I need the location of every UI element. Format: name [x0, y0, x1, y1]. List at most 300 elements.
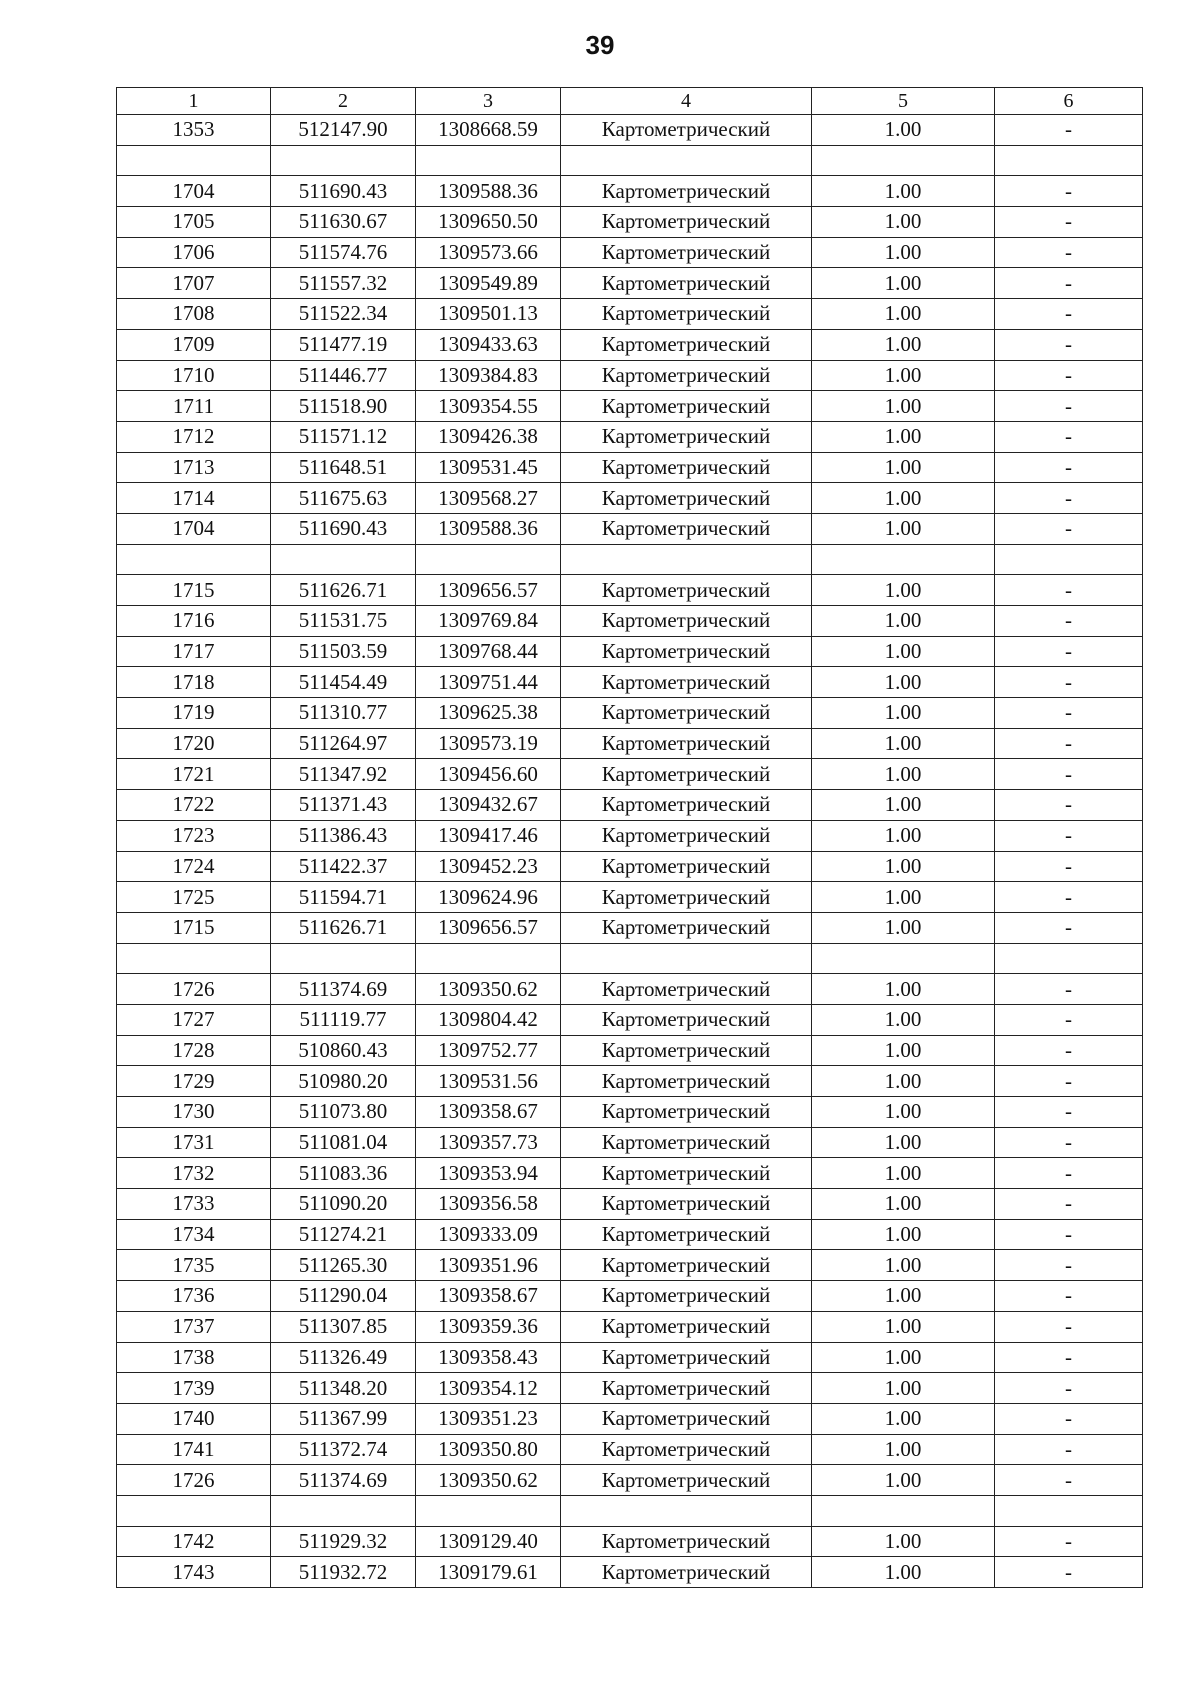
description-cell: - [995, 176, 1143, 207]
table-row [117, 1250, 1143, 1281]
description-cell: - [995, 1403, 1143, 1434]
x-coordinate-cell: 511073.80 [271, 1097, 416, 1128]
description-cell: - [995, 1311, 1143, 1342]
method-cell: Картометрический [561, 606, 812, 637]
table-row [117, 1373, 1143, 1404]
method-cell: Картометрический [561, 1403, 812, 1434]
table-row [117, 820, 1143, 851]
x-coordinate-cell: 511326.49 [271, 1342, 416, 1373]
table-row [117, 1097, 1143, 1128]
method-cell: Картометрический [561, 1311, 812, 1342]
y-coordinate-cell: 1309624.96 [416, 882, 561, 913]
x-coordinate-cell: 511348.20 [271, 1373, 416, 1404]
accuracy-cell: 1.00 [812, 575, 995, 606]
description-cell: - [995, 1250, 1143, 1281]
point-number-cell: 1726 [117, 1465, 271, 1496]
x-coordinate-cell: 511422.37 [271, 851, 416, 882]
y-coordinate-cell: 1309356.58 [416, 1189, 561, 1220]
column-header-4: 4 [561, 88, 812, 115]
table-row [117, 360, 1143, 391]
accuracy-cell: 1.00 [812, 513, 995, 544]
point-number-cell: 1716 [117, 606, 271, 637]
table-row [117, 851, 1143, 882]
method-cell: Картометрический [561, 1373, 812, 1404]
description-cell: - [995, 575, 1143, 606]
description-cell: - [995, 882, 1143, 913]
column-header-3: 3 [416, 88, 561, 115]
y-coordinate-cell: 1309351.96 [416, 1250, 561, 1281]
point-number-cell: 1728 [117, 1035, 271, 1066]
y-coordinate-cell [416, 1495, 561, 1526]
y-coordinate-cell [416, 145, 561, 176]
y-coordinate-cell: 1309354.55 [416, 391, 561, 422]
method-cell: Картометрический [561, 820, 812, 851]
accuracy-cell: 1.00 [812, 636, 995, 667]
description-cell: - [995, 912, 1143, 943]
point-number-cell [117, 1495, 271, 1526]
accuracy-cell: 1.00 [812, 1127, 995, 1158]
accuracy-cell: 1.00 [812, 329, 995, 360]
description-cell: - [995, 851, 1143, 882]
description-cell: - [995, 299, 1143, 330]
x-coordinate-cell: 511372.74 [271, 1434, 416, 1465]
point-number-cell: 1720 [117, 728, 271, 759]
x-coordinate-cell: 511386.43 [271, 820, 416, 851]
point-number-cell: 1725 [117, 882, 271, 913]
table-row [117, 1066, 1143, 1097]
y-coordinate-cell: 1309452.23 [416, 851, 561, 882]
accuracy-cell: 1.00 [812, 1219, 995, 1250]
x-coordinate-cell: 511594.71 [271, 882, 416, 913]
coordinates-table [116, 87, 1143, 1588]
method-cell [561, 145, 812, 176]
method-cell: Картометрический [561, 636, 812, 667]
description-cell: - [995, 636, 1143, 667]
x-coordinate-cell: 511626.71 [271, 575, 416, 606]
method-cell: Картометрический [561, 759, 812, 790]
table-row [117, 268, 1143, 299]
table-row [117, 790, 1143, 821]
table-row [117, 329, 1143, 360]
x-coordinate-cell: 511310.77 [271, 698, 416, 729]
method-cell: Картометрический [561, 1035, 812, 1066]
description-cell: - [995, 452, 1143, 483]
point-number-cell: 1710 [117, 360, 271, 391]
x-coordinate-cell: 511367.99 [271, 1403, 416, 1434]
point-number-cell: 1739 [117, 1373, 271, 1404]
accuracy-cell: 1.00 [812, 1311, 995, 1342]
table-row [117, 176, 1143, 207]
y-coordinate-cell: 1309426.38 [416, 421, 561, 452]
method-cell: Картометрический [561, 483, 812, 514]
description-cell: - [995, 1465, 1143, 1496]
point-number-cell: 1734 [117, 1219, 271, 1250]
point-number-cell: 1740 [117, 1403, 271, 1434]
table-row [117, 1526, 1143, 1557]
x-coordinate-cell: 511081.04 [271, 1127, 416, 1158]
accuracy-cell: 1.00 [812, 237, 995, 268]
method-cell [561, 943, 812, 974]
y-coordinate-cell: 1309353.94 [416, 1158, 561, 1189]
accuracy-cell: 1.00 [812, 759, 995, 790]
column-header-2: 2 [271, 88, 416, 115]
description-cell: - [995, 237, 1143, 268]
point-number-cell: 1732 [117, 1158, 271, 1189]
y-coordinate-cell: 1309357.73 [416, 1127, 561, 1158]
x-coordinate-cell: 511626.71 [271, 912, 416, 943]
description-cell: - [995, 207, 1143, 238]
description-cell: - [995, 1189, 1143, 1220]
accuracy-cell [812, 145, 995, 176]
point-number-cell: 1737 [117, 1311, 271, 1342]
accuracy-cell: 1.00 [812, 483, 995, 514]
table-row [117, 1403, 1143, 1434]
column-header-1: 1 [117, 88, 271, 115]
description-cell: - [995, 1526, 1143, 1557]
point-number-cell: 1712 [117, 421, 271, 452]
y-coordinate-cell: 1309350.80 [416, 1434, 561, 1465]
method-cell: Картометрический [561, 667, 812, 698]
description-cell: - [995, 360, 1143, 391]
x-coordinate-cell: 511374.69 [271, 1465, 416, 1496]
accuracy-cell: 1.00 [812, 360, 995, 391]
description-cell: - [995, 1158, 1143, 1189]
accuracy-cell: 1.00 [812, 1465, 995, 1496]
description-cell: - [995, 268, 1143, 299]
point-number-cell: 1718 [117, 667, 271, 698]
y-coordinate-cell: 1309358.43 [416, 1342, 561, 1373]
point-number-cell: 1709 [117, 329, 271, 360]
table-row [117, 759, 1143, 790]
method-cell: Картометрический [561, 176, 812, 207]
point-number-cell [117, 544, 271, 575]
method-cell: Картометрический [561, 1250, 812, 1281]
table-row [117, 1219, 1143, 1250]
point-number-cell: 1715 [117, 575, 271, 606]
y-coordinate-cell: 1309354.12 [416, 1373, 561, 1404]
y-coordinate-cell: 1309656.57 [416, 912, 561, 943]
x-coordinate-cell: 510860.43 [271, 1035, 416, 1066]
table-row [117, 1004, 1143, 1035]
x-coordinate-cell: 511371.43 [271, 790, 416, 821]
method-cell: Картометрический [561, 1526, 812, 1557]
method-cell: Картометрический [561, 268, 812, 299]
table-row [117, 237, 1143, 268]
accuracy-cell: 1.00 [812, 115, 995, 146]
table-row [117, 606, 1143, 637]
point-number-cell: 1353 [117, 115, 271, 146]
table-row [117, 1465, 1143, 1496]
point-number-cell: 1741 [117, 1434, 271, 1465]
description-cell [995, 145, 1143, 176]
x-coordinate-cell: 511090.20 [271, 1189, 416, 1220]
separator-row [117, 1495, 1143, 1526]
y-coordinate-cell: 1309129.40 [416, 1526, 561, 1557]
description-cell: - [995, 728, 1143, 759]
point-number-cell: 1723 [117, 820, 271, 851]
point-number-cell: 1705 [117, 207, 271, 238]
accuracy-cell: 1.00 [812, 1035, 995, 1066]
separator-row [117, 145, 1143, 176]
table-row [117, 1189, 1143, 1220]
x-coordinate-cell: 511630.67 [271, 207, 416, 238]
point-number-cell: 1735 [117, 1250, 271, 1281]
accuracy-cell: 1.00 [812, 1097, 995, 1128]
description-cell: - [995, 391, 1143, 422]
table-row [117, 698, 1143, 729]
method-cell: Картометрический [561, 912, 812, 943]
accuracy-cell: 1.00 [812, 1526, 995, 1557]
method-cell: Картометрический [561, 1465, 812, 1496]
accuracy-cell: 1.00 [812, 1434, 995, 1465]
accuracy-cell [812, 1495, 995, 1526]
description-cell: - [995, 421, 1143, 452]
description-cell: - [995, 667, 1143, 698]
point-number-cell: 1715 [117, 912, 271, 943]
x-coordinate-cell: 511531.75 [271, 606, 416, 637]
column-header-6: 6 [995, 88, 1143, 115]
x-coordinate-cell: 511477.19 [271, 329, 416, 360]
y-coordinate-cell: 1309179.61 [416, 1557, 561, 1588]
method-cell: Картометрический [561, 452, 812, 483]
table-row [117, 636, 1143, 667]
accuracy-cell: 1.00 [812, 1557, 995, 1588]
y-coordinate-cell: 1308668.59 [416, 115, 561, 146]
method-cell: Картометрический [561, 1066, 812, 1097]
method-cell: Картометрический [561, 360, 812, 391]
x-coordinate-cell: 511083.36 [271, 1158, 416, 1189]
y-coordinate-cell: 1309358.67 [416, 1097, 561, 1128]
y-coordinate-cell: 1309384.83 [416, 360, 561, 391]
point-number-cell: 1722 [117, 790, 271, 821]
method-cell: Картометрический [561, 575, 812, 606]
point-number-cell: 1730 [117, 1097, 271, 1128]
point-number-cell: 1704 [117, 513, 271, 544]
point-number-cell: 1727 [117, 1004, 271, 1035]
method-cell: Картометрический [561, 207, 812, 238]
x-coordinate-cell [271, 943, 416, 974]
y-coordinate-cell: 1309531.56 [416, 1066, 561, 1097]
description-cell: - [995, 1373, 1143, 1404]
accuracy-cell: 1.00 [812, 698, 995, 729]
accuracy-cell: 1.00 [812, 268, 995, 299]
point-number-cell: 1714 [117, 483, 271, 514]
table-row [117, 882, 1143, 913]
point-number-cell: 1729 [117, 1066, 271, 1097]
accuracy-cell: 1.00 [812, 299, 995, 330]
accuracy-cell: 1.00 [812, 667, 995, 698]
y-coordinate-cell: 1309456.60 [416, 759, 561, 790]
x-coordinate-cell: 511290.04 [271, 1281, 416, 1312]
accuracy-cell [812, 943, 995, 974]
x-coordinate-cell: 511690.43 [271, 513, 416, 544]
y-coordinate-cell: 1309568.27 [416, 483, 561, 514]
y-coordinate-cell: 1309804.42 [416, 1004, 561, 1035]
y-coordinate-cell: 1309588.36 [416, 513, 561, 544]
table-row [117, 207, 1143, 238]
x-coordinate-cell [271, 145, 416, 176]
table-body [117, 115, 1143, 1588]
y-coordinate-cell: 1309433.63 [416, 329, 561, 360]
point-number-cell: 1726 [117, 974, 271, 1005]
description-cell: - [995, 606, 1143, 637]
table-row [117, 728, 1143, 759]
method-cell: Картометрический [561, 513, 812, 544]
accuracy-cell: 1.00 [812, 1189, 995, 1220]
x-coordinate-cell: 511307.85 [271, 1311, 416, 1342]
y-coordinate-cell: 1309417.46 [416, 820, 561, 851]
method-cell: Картометрический [561, 1127, 812, 1158]
table-row [117, 1281, 1143, 1312]
method-cell: Картометрический [561, 1557, 812, 1588]
description-cell: - [995, 759, 1143, 790]
point-number-cell: 1738 [117, 1342, 271, 1373]
description-cell: - [995, 483, 1143, 514]
x-coordinate-cell: 511675.63 [271, 483, 416, 514]
x-coordinate-cell: 511264.97 [271, 728, 416, 759]
point-number-cell: 1719 [117, 698, 271, 729]
method-cell: Картометрический [561, 1434, 812, 1465]
method-cell: Картометрический [561, 391, 812, 422]
y-coordinate-cell: 1309752.77 [416, 1035, 561, 1066]
table-row [117, 483, 1143, 514]
table-row [117, 391, 1143, 422]
table-row [117, 299, 1143, 330]
x-coordinate-cell: 511119.77 [271, 1004, 416, 1035]
method-cell: Картометрический [561, 698, 812, 729]
y-coordinate-cell: 1309768.44 [416, 636, 561, 667]
point-number-cell: 1733 [117, 1189, 271, 1220]
accuracy-cell: 1.00 [812, 606, 995, 637]
method-cell: Картометрический [561, 1004, 812, 1035]
y-coordinate-cell: 1309625.38 [416, 698, 561, 729]
method-cell: Картометрический [561, 1189, 812, 1220]
accuracy-cell: 1.00 [812, 882, 995, 913]
table-row [117, 452, 1143, 483]
description-cell: - [995, 1004, 1143, 1035]
table-row [117, 1557, 1143, 1588]
y-coordinate-cell: 1309501.13 [416, 299, 561, 330]
method-cell [561, 1495, 812, 1526]
accuracy-cell: 1.00 [812, 974, 995, 1005]
point-number-cell: 1742 [117, 1526, 271, 1557]
accuracy-cell: 1.00 [812, 207, 995, 238]
accuracy-cell: 1.00 [812, 1250, 995, 1281]
x-coordinate-cell [271, 544, 416, 575]
description-cell: - [995, 1127, 1143, 1158]
point-number-cell: 1711 [117, 391, 271, 422]
point-number-cell: 1743 [117, 1557, 271, 1588]
y-coordinate-cell: 1309351.23 [416, 1403, 561, 1434]
x-coordinate-cell [271, 1495, 416, 1526]
method-cell: Картометрический [561, 851, 812, 882]
accuracy-cell: 1.00 [812, 452, 995, 483]
x-coordinate-cell: 511503.59 [271, 636, 416, 667]
point-number-cell [117, 145, 271, 176]
x-coordinate-cell: 512147.90 [271, 115, 416, 146]
accuracy-cell: 1.00 [812, 1403, 995, 1434]
table-row [117, 1342, 1143, 1373]
y-coordinate-cell: 1309359.36 [416, 1311, 561, 1342]
table-row [117, 974, 1143, 1005]
point-number-cell: 1708 [117, 299, 271, 330]
description-cell: - [995, 698, 1143, 729]
point-number-cell: 1736 [117, 1281, 271, 1312]
point-number-cell: 1707 [117, 268, 271, 299]
method-cell: Картометрический [561, 728, 812, 759]
table-row [117, 912, 1143, 943]
method-cell: Картометрический [561, 790, 812, 821]
point-number-cell: 1721 [117, 759, 271, 790]
y-coordinate-cell: 1309358.67 [416, 1281, 561, 1312]
x-coordinate-cell: 511274.21 [271, 1219, 416, 1250]
method-cell: Картометрический [561, 115, 812, 146]
accuracy-cell: 1.00 [812, 1158, 995, 1189]
method-cell: Картометрический [561, 421, 812, 452]
description-cell [995, 943, 1143, 974]
method-cell: Картометрический [561, 329, 812, 360]
method-cell: Картометрический [561, 1342, 812, 1373]
table-row [117, 1158, 1143, 1189]
x-coordinate-cell: 511571.12 [271, 421, 416, 452]
description-cell: - [995, 1097, 1143, 1128]
table-row [117, 421, 1143, 452]
method-cell: Картометрический [561, 882, 812, 913]
table-row [117, 575, 1143, 606]
y-coordinate-cell: 1309432.67 [416, 790, 561, 821]
y-coordinate-cell: 1309656.57 [416, 575, 561, 606]
method-cell: Картометрический [561, 237, 812, 268]
description-cell: - [995, 974, 1143, 1005]
point-number-cell: 1717 [117, 636, 271, 667]
x-coordinate-cell: 511265.30 [271, 1250, 416, 1281]
accuracy-cell: 1.00 [812, 176, 995, 207]
description-cell: - [995, 1342, 1143, 1373]
description-cell: - [995, 1434, 1143, 1465]
x-coordinate-cell: 511648.51 [271, 452, 416, 483]
description-cell: - [995, 1035, 1143, 1066]
point-number-cell: 1731 [117, 1127, 271, 1158]
separator-row [117, 544, 1143, 575]
description-cell: - [995, 1219, 1143, 1250]
accuracy-cell [812, 544, 995, 575]
table-row [117, 115, 1143, 146]
table-row [117, 667, 1143, 698]
y-coordinate-cell: 1309751.44 [416, 667, 561, 698]
accuracy-cell: 1.00 [812, 1004, 995, 1035]
description-cell: - [995, 1557, 1143, 1588]
point-number-cell: 1713 [117, 452, 271, 483]
method-cell: Картометрический [561, 299, 812, 330]
separator-row [117, 943, 1143, 974]
page-number: 39 [585, 30, 615, 60]
accuracy-cell: 1.00 [812, 1281, 995, 1312]
y-coordinate-cell: 1309573.66 [416, 237, 561, 268]
y-coordinate-cell: 1309573.19 [416, 728, 561, 759]
y-coordinate-cell: 1309350.62 [416, 974, 561, 1005]
x-coordinate-cell: 511522.34 [271, 299, 416, 330]
y-coordinate-cell: 1309531.45 [416, 452, 561, 483]
method-cell: Картометрический [561, 1097, 812, 1128]
x-coordinate-cell: 510980.20 [271, 1066, 416, 1097]
accuracy-cell: 1.00 [812, 1373, 995, 1404]
y-coordinate-cell: 1309588.36 [416, 176, 561, 207]
y-coordinate-cell: 1309769.84 [416, 606, 561, 637]
column-header-5: 5 [812, 88, 995, 115]
description-cell: - [995, 513, 1143, 544]
method-cell: Картометрический [561, 1158, 812, 1189]
description-cell: - [995, 1066, 1143, 1097]
